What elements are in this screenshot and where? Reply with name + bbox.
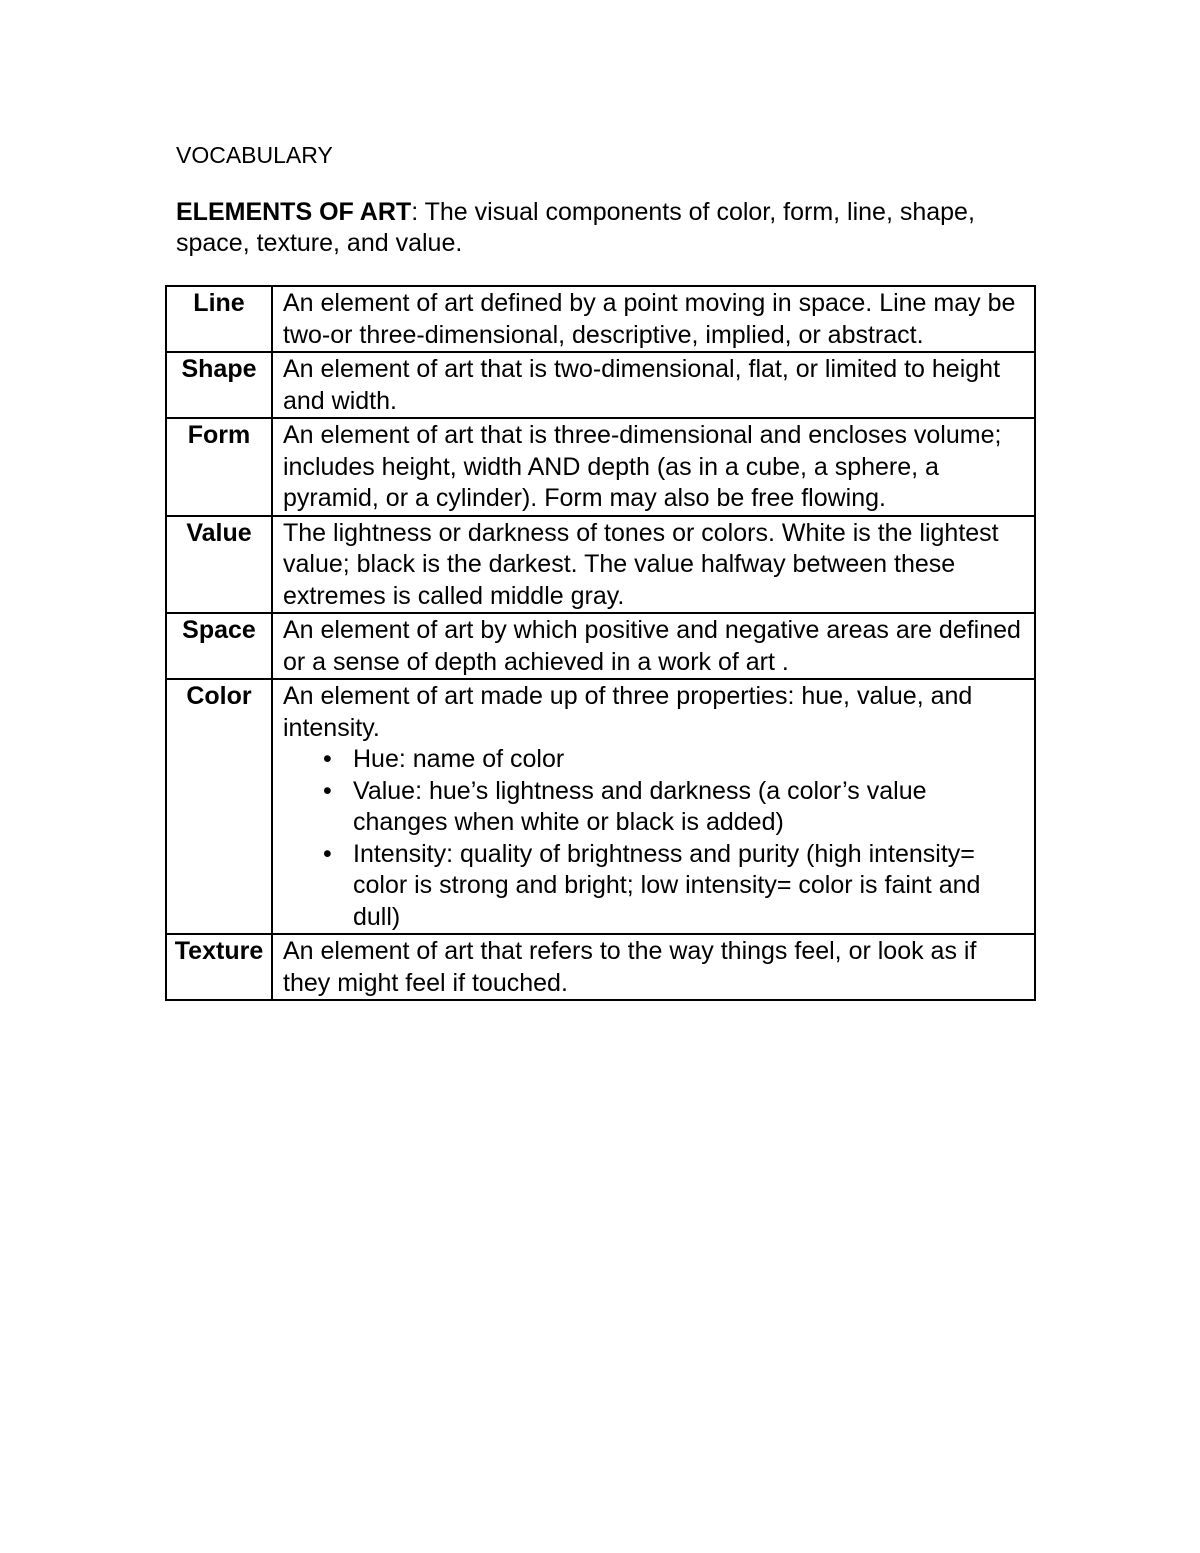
list-item-text: Hue: name of color <box>353 745 565 773</box>
table-row <box>166 352 1035 418</box>
definition-cell-color <box>272 679 1035 934</box>
term-cell-line: Line <box>166 286 272 352</box>
table-row <box>166 418 1035 516</box>
table-row <box>166 286 1035 352</box>
term-cell-shape: Shape <box>166 352 272 418</box>
list-item-text: Value: hue’s lightness and darkness (a color’s value changes when white or black is added) <box>353 776 927 836</box>
color-definition-text: An element of art made up of three properties: hue, value, and intensity. <box>283 682 973 742</box>
vocabulary-table <box>165 285 1036 1001</box>
term-cell-texture: Texture <box>166 934 272 1000</box>
table-row <box>166 516 1035 614</box>
list-item <box>323 839 1024 934</box>
list-item <box>323 776 1024 839</box>
page-title: VOCABULARY <box>176 142 333 168</box>
list-item-text: Intensity: quality of brightness and purity (high intensity= color is strong and bright; low intensity= color is faint and dull) <box>353 839 981 931</box>
term-cell-space: Space <box>166 613 272 679</box>
definition-cell-form: An element of art that is three-dimensional and encloses volume; includes height, width AND depth (as in a cube, a sphere, a pyramid, or a cylinder). Form may also be free flowing. <box>272 418 1035 516</box>
definition-cell-shape: An element of art that is two-dimensional, flat, or limited to height and width. <box>272 352 1035 418</box>
bullet-icon: • <box>323 839 332 868</box>
term-cell-form: Form <box>166 418 272 516</box>
table-row <box>166 613 1035 679</box>
definition-cell-texture: An element of art that refers to the way things feel, or look as if they might feel if touched. <box>272 934 1035 1000</box>
bullet-icon: • <box>323 776 332 805</box>
intro-definition: : The visual components of color, form, line, shape, space, texture, and value. <box>176 198 975 257</box>
intro-paragraph <box>176 197 996 259</box>
definition-cell-line: An element of art defined by a point moving in space. Line may be two-or three-dimensional, descriptive, implied, or abstract. <box>272 286 1035 352</box>
definition-cell-space: An element of art by which positive and negative areas are defined or a sense of depth achieved in a work of art . <box>272 613 1035 679</box>
term-cell-value: Value <box>166 516 272 614</box>
definition-cell-value: The lightness or darkness of tones or colors. White is the lightest value; black is the darkest. The value halfway between these extremes is called middle gray. <box>272 516 1035 614</box>
table-row <box>166 679 1035 934</box>
term-cell-color: Color <box>166 679 272 934</box>
bullet-icon: • <box>323 745 332 773</box>
page-content <box>176 140 1036 259</box>
list-item <box>323 744 1024 776</box>
table-row <box>166 934 1035 1000</box>
color-properties-list <box>283 744 1024 933</box>
intro-term: ELEMENTS OF ART <box>176 198 412 226</box>
